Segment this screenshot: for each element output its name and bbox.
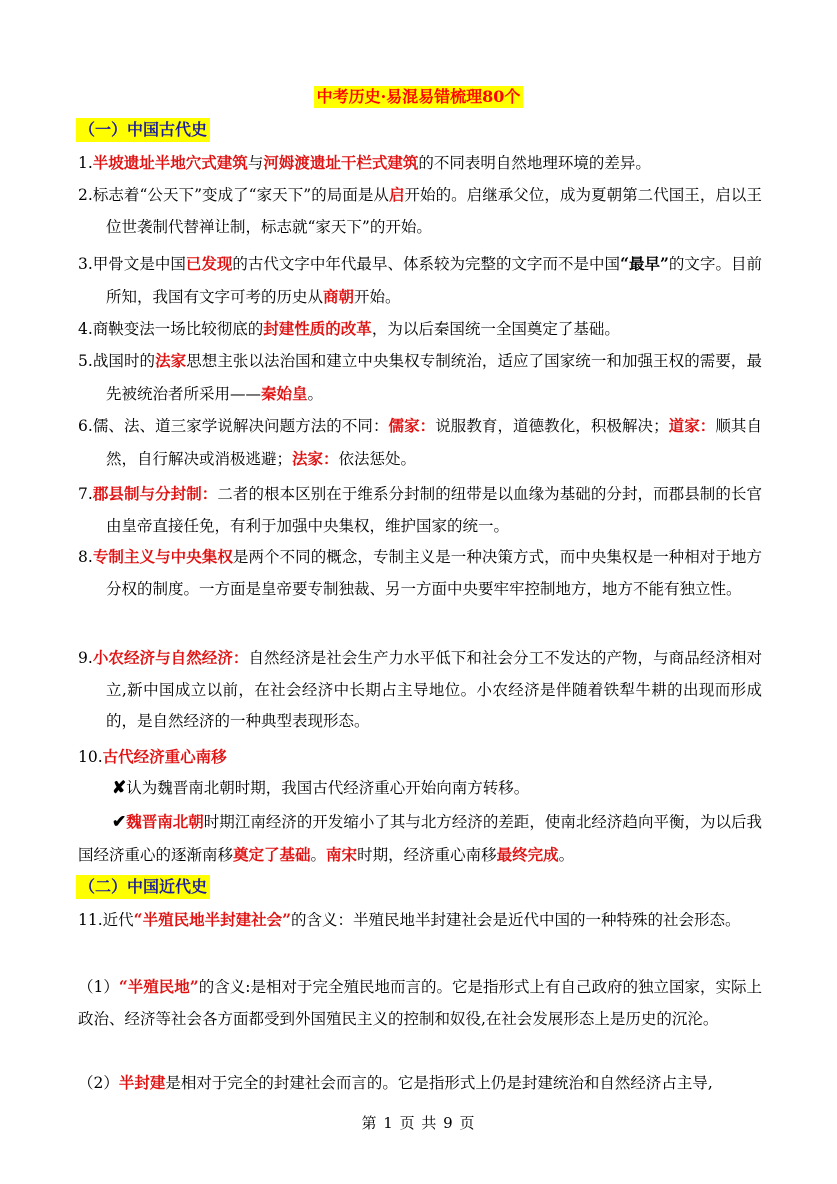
item-11-2: （2）半封建是相对于完全的封建社会而言的。它是指形式上仍是封建统治和自然经济占主导, xyxy=(78,1073,713,1092)
cross-icon: ✘ xyxy=(112,778,127,798)
item-6: 6.儒、法、道三家学说解决问题方法的不同：儒家：说服教育，道德教化，积极解决；道家：顺其自然，自行解决或消极逃避；法家：依法惩处。 xyxy=(78,416,762,468)
page-title: 中考历史·易混易错梳理80个 xyxy=(314,86,524,108)
item-1: 1.半坡遗址半地穴式建筑与河姆渡遗址干栏式建筑的不同表明自然地理环境的差异。 xyxy=(78,153,651,172)
item-10: 10.古代经济重心南移 xyxy=(78,747,227,766)
page-number: 第 1 页 共 9 页 xyxy=(361,1114,476,1132)
item-10-wrong: ✘认为魏晋南北朝时期，我国古代经济重心开始向南方转移。 xyxy=(112,778,530,798)
item-8: 8.专制主义与中央集权是两个不同的概念，专制主义是一种决策方式，而中央集权是一种相对于地方分权的制度。一方面是皇帝要专制独裁、另一方面中央要牢牢控制地方，地方不能有独立性。 xyxy=(78,547,762,598)
item-7: 7.郡县制与分封制：二者的根本区别在于维系分封制的纽带是以血缘为基础的分封，而郡县制的长官由皇帝直接任免，有利于加强中央集权，维护国家的统一。 xyxy=(78,484,762,535)
item-3: 3.甲骨文是中国已发现的古代文字中年代最早、体系较为完整的文字而不是中国“最早”的文字。目前所知，我国有文字可考的历史从商朝开始。 xyxy=(78,254,762,306)
item-11-1: （1）“半殖民地”的含义:是相对于完全殖民地而言的。它是指形式上有自己政府的独立国家，实际上政治、经济等社会各方面都受到外国殖民主义的控制和奴役,在社会发展形态上是历史的沉沦。 xyxy=(78,977,762,1028)
section-heading-modern: （二）中国近代史 xyxy=(76,875,210,899)
item-5: 5.战国时的法家思想主张以法治国和建立中央集权专制统治，适应了国家统一和加强王权的需要，最先被统治者所采用——秦始皇。 xyxy=(78,351,762,403)
item-4: 4.商鞅变法一场比较彻底的封建性质的改革，为以后秦国统一全国奠定了基础。 xyxy=(78,319,620,338)
item-10-right: ✔魏晋南北朝时期江南经济的开发缩小了其与北方经济的差距，使南北经济趋向平衡，为以后我国经济重心的逐渐南移奠定了基础。南宋时期，经济重心南移最终完成。 xyxy=(78,812,762,864)
section-heading-ancient: （一）中国古代史 xyxy=(76,118,210,142)
check-icon: ✔ xyxy=(112,812,127,832)
item-11: 11.近代“半殖民地半封建社会”的含义：半殖民地半封建社会是近代中国的一种特殊的社会形态。 xyxy=(78,910,741,929)
item-2: 2.标志着“公天下”变成了“家天下”的局面是从启开始的。启继承父位，成为夏朝第二代国王，启以王位世袭制代替禅让制，标志就“家天下”的开始。 xyxy=(78,185,762,236)
item-9: 9.小农经济与自然经济：自然经济是社会生产力水平低下和社会分工不发达的产物，与商品经济相对立,新中国成立以前，在社会经济中长期占主导地位。小农经济是伴随着铁犁牛耕的出现而形成的，是自然经济的一种典型表现形态。 xyxy=(78,648,762,730)
